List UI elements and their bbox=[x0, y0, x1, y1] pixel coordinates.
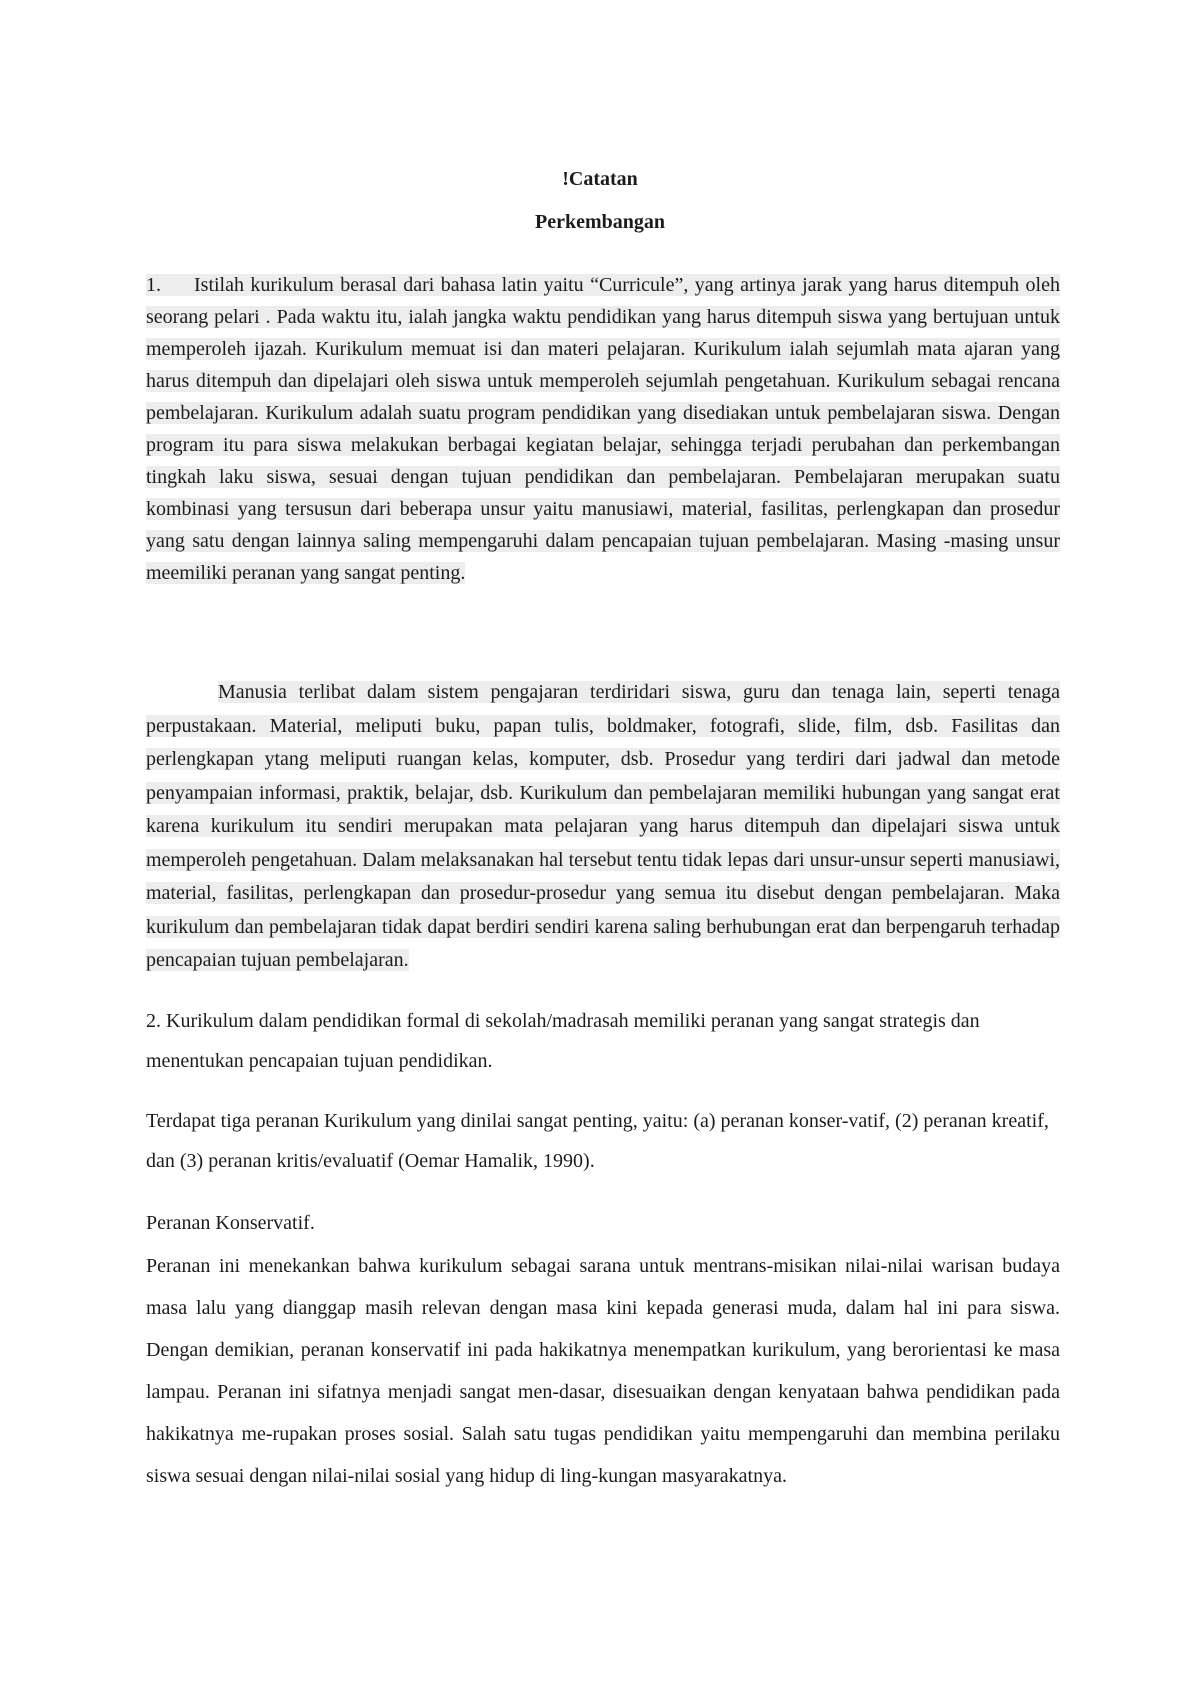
paragraph-1 bbox=[146, 269, 1060, 589]
paragraph-2-text: Manusia terlibat dalam sistem pengajaran terdiridari siswa, guru dan tenaga lain, seperti tenaga perpustakaan. Material, meliputi buku, papan tulis, boldmaker, fotografi, slide, film, dsb. Fasilitas dan perlengkapan ytang meliputi ruangan kelas, komputer, dsb. Prosedur yang terdiri dari jadwal dan metode penyampaian informasi, praktik, belajar, dsb. Kurikulum dan pembelajaran memiliki hubungan yang sangat erat karena kurikulum itu sendiri merupakan mata pelajaran yang harus ditempuh dan dipelajari siswa untuk memperoleh pengetahuan. Dalam melaksanakan hal tersebut tentu tidak lepas dari unsur-unsur seperti manusiawi, material, fasilitas, perlengkapan dan prosedur-prosedur yang semua itu disebut dengan pembelajaran. Maka kurikulum dan pembelajaran tidak dapat berdiri sendiri karena saling berhubungan erat dan berpengaruh terhadap pencapaian tujuan pembelajaran. bbox=[146, 681, 1060, 971]
list-number-1: 1. bbox=[146, 274, 161, 296]
paragraph-1-highlight bbox=[146, 274, 1060, 584]
paragraph-4: Terdapat tiga peranan Kurikulum yang dinilai sangat penting, yaitu: (a) peranan konser-vatif, (2) peranan kreatif, dan (3) peranan kritis/evaluatif (Oemar Hamalik, 1990). bbox=[146, 1110, 1049, 1172]
paragraph-3: 2. Kurikulum dalam pendidikan formal di sekolah/madrasah memiliki peranan yang sangat strategis dan menentukan pencapaian tujuan pendidikan. bbox=[146, 1010, 980, 1072]
paragraph-2 bbox=[146, 676, 1060, 978]
page-title: !Catatan bbox=[562, 168, 638, 190]
section-heading: Peranan Konservatif. bbox=[146, 1212, 315, 1234]
paragraph-1-text: Istilah kurikulum berasal dari bahasa latin yaitu “Curricule”, yang artinya jarak yang harus ditempuh oleh seorang pelari . Pada waktu itu, ialah jangka waktu pendidikan yang harus ditempuh siswa yang bertujuan untuk memperoleh ijazah. Kurikulum memuat isi dan materi pelajaran. Kurikulum ialah sejumlah mata ajaran yang harus ditempuh dan dipelajari oleh siswa untuk memperoleh sejumlah pengetahuan. Kurikulum sebagai rencana pembelajaran. Kurikulum adalah suatu program pendidikan yang disediakan untuk pembelajaran siswa. Dengan program itu para siswa melakukan berbagai kegiatan belajar, sehingga terjadi perubahan dan perkembangan tingkah laku siswa, sesuai dengan tujuan pendidikan dan pembelajaran. Pembelajaran merupakan suatu kombinasi yang tersusun dari beberapa unsur yaitu manusiawi, material, fasilitas, perlengkapan dan prosedur yang satu dengan lainnya saling mempengaruhi dalam pencapaian tujuan pembelajaran. Masing -masing unsur meemiliki peranan yang sangat penting. bbox=[146, 274, 1060, 584]
paragraph-6: Peranan ini menekankan bahwa kurikulum sebagai sarana untuk mentrans-misikan nilai-nilai warisan budaya masa lalu yang dianggap masih relevan dengan masa kini kepada generasi muda, dalam hal ini para siswa. Dengan demikian, peranan konservatif ini pada hakikatnya menempatkan kurikulum, yang berorientasi ke masa lampau. Peranan ini sifatnya menjadi sangat men-dasar, disesuaikan dengan kenyataan bahwa pendidikan pada hakikatnya me-rupakan proses sosial. Salah satu tugas pendidikan yaitu mempengaruhi dan membina perilaku siswa sesuai dengan nilai-nilai sosial yang hidup di ling-kungan masyarakatnya. bbox=[146, 1255, 1060, 1487]
page-subtitle: Perkembangan bbox=[535, 211, 665, 233]
